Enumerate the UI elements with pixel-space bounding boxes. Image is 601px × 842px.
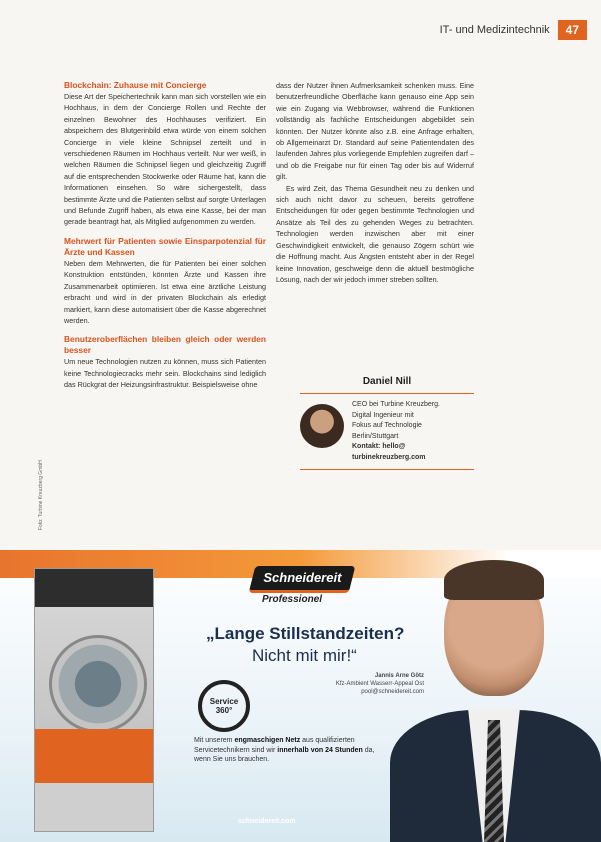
ad-body-text: Mit unserem engmaschigen Netz aus qualifizierten Servicetechnikern sind wir innerhalb von 24 Stunden da, wenn Sie uns brauchen.: [194, 737, 375, 763]
author-email: turbinekreuzberg.com: [352, 453, 426, 461]
paragraph: Diese Art der Speichertechnik kann man sich vorstellen wie ein Hochhaus, in dem der Concierge Rollen und Rechte der einzelnen Bewohner des Hochhauses verifiziert. Ein abspeichern des Blutgerinbild etwa würde von einem solchen Concierge in viele kleine Schnipsel zerteilt und in verschiedenen Räumen im Hochhaus verteilt. Nur wer weiß, in welchen Räumen die Schnipsel liegen und gleichzeitig Zugriff auf die entsprechenden Stockwerke oder Räume hat, kann die Informationen einsehen. So wäre sichergestellt, dass bestimmte Ärzte und die Patienten selbst auf sorgte Unterlagen und Befunde Zugriff haben, als etwa eine Kasse, bei der man gerade beantragt hat, als Mitglied aufgenommen zu werden.: [64, 92, 266, 227]
heading-blockchain: Blockchain: Zuhause mit Concierge: [64, 80, 207, 90]
brand-subline: Professionel: [262, 594, 323, 605]
paragraph: Um neue Technologien nutzen zu können, muss sich Patienten keine Technologiecracks mehr sein. Blockchains sind lediglich das Rückgrat der Heizungsinfrastruktur. Beispielsweise ohne: [64, 357, 266, 390]
heading-benutzeroberflaechen: Benutzeroberflächen bleiben gleich oder werden besser: [64, 334, 266, 356]
photo-credit: Foto: Turbine Kreuzberg GmbH: [38, 460, 44, 530]
author-bio: CEO bei Turbine Kreuzberg. Digital Ingenieur mit Fokus auf Technologie Berlin/Stuttgart Kontakt: hello@ turbinekreuzberg.com: [352, 400, 440, 463]
author-name: Daniel Nill: [362, 376, 412, 387]
service-360-icon: Service 360°: [198, 680, 250, 732]
heading-mehrwert: Mehrwert für Patienten sowie Einsparpotenzial für Ärzte und Kassen: [64, 235, 266, 257]
left-column: [64, 80, 266, 391]
page-header: [440, 20, 587, 40]
ad-quote-line2: Nicht mit mir!“: [252, 646, 357, 665]
brand-logo: Schneidereit: [249, 566, 356, 593]
ad-quote-line1: „Lange Stillstandzeiten?: [206, 624, 405, 643]
washing-machine-image: [34, 568, 154, 832]
paragraph: Neben dem Mehrwerten, die für Patienten bei einer solchen Konstruktion entstünden, könnten Ärzte und Kassen ihre Zusammenarbeit optimieren. Ist etwa eine ärztliche Leistung erbracht und wird in der privaten Blockchain als erledigt markiert, kann diese automatisiert über die Kasse abgerechnet werden.: [64, 258, 266, 325]
quote-attribution: Jannis Arne Götz Kfz-Ambient Wasserr-Appeal Ost pool@schneidereit.com: [335, 673, 424, 695]
author-box: [300, 376, 474, 470]
ad-url[interactable]: schneidereit.com: [238, 818, 296, 825]
paragraph: dass der Nutzer ihnen Aufmerksamkeit schenken muss. Eine benutzerfreundliche Oberfläche kann genauso eine App sein wie ein Zugang via Webbrowser, während die Funktionen vollständig als fachliche Entscheidungen abgebildet sein könnten. Der Nutzer könnte also z.B. eine Anfrage erhalten, ob Allgemeinarzt Dr. Standard auf seine Patientendaten des laufenden Jahres plus vorliegende Empfehlen zugreifen darf – und ob die Freigabe nur für einen Tag oder bis auf Widerruf gilt.: [276, 81, 474, 182]
section-title: IT- und Medizintechnik: [439, 24, 550, 36]
right-column: [276, 80, 474, 285]
author-photo: [300, 404, 344, 448]
page-number: 47: [558, 20, 587, 40]
paragraph: Es wird Zeit, das Thema Gesundheit neu zu denken und sich auch nicht davor zu scheuen, bereits getroffene Entscheidungen für oder gegen bestimmte Technologien und Ansätze als Teil des zu gehenden Weges zu betrachten. Technologien werden inzwischen aber mit einer Geschwindigkeit entwickelt, die genauso Zögern schürt wie die Hoffnung macht. Aus Ängsten entsteht aber in der Regel keine Innovation, geschweige denn die aktuell bestmögliche Lösung, nach der wir jedoch immer streben sollten.: [276, 183, 474, 284]
ad-person-image: [380, 560, 601, 842]
